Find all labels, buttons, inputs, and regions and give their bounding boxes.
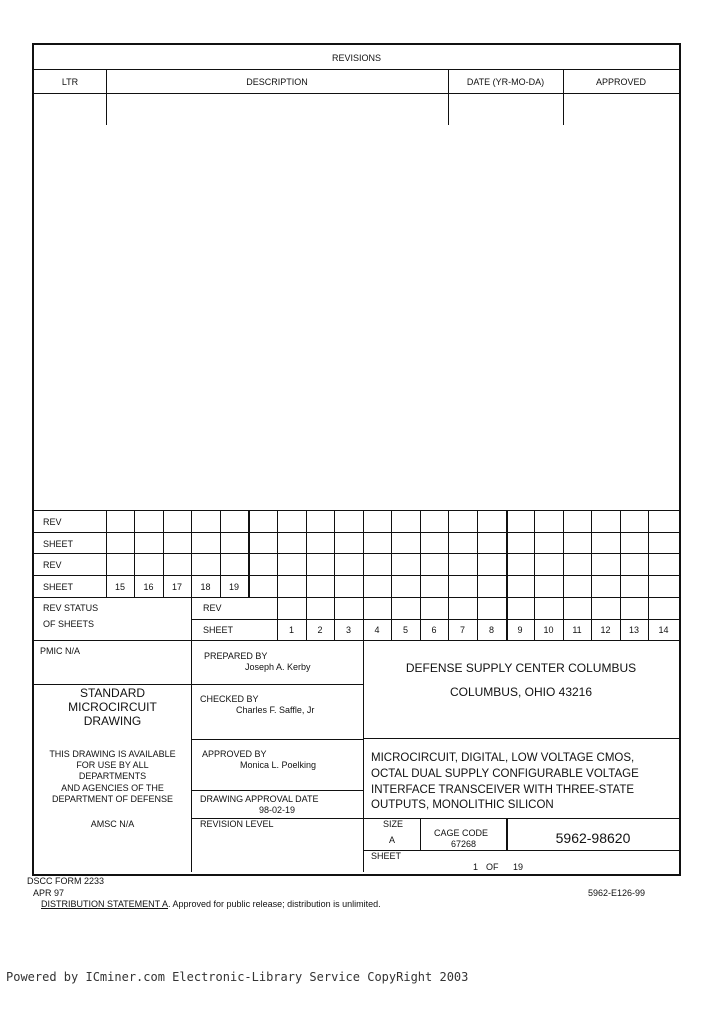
powered-by-footer: Powered by ICminer.com Electronic-Library Service CopyRight 2003: [6, 970, 469, 984]
approval-date-label: DRAWING APPROVAL DATE: [200, 794, 319, 804]
header-ltr: LTR: [61, 77, 79, 87]
sheet-total: 19: [513, 862, 524, 872]
availability-line1: THIS DRAWING IS AVAILABLE: [49, 749, 176, 759]
title-line4: OUTPUTS, MONOLITHIC SILICON: [371, 799, 554, 811]
form-number: DSCC FORM 2233: [27, 876, 105, 886]
pmic-label: PMIC N/A: [40, 646, 81, 656]
sheet-num: 17: [171, 582, 182, 592]
form-date: APR 97: [33, 888, 65, 898]
distribution-label: DISTRIBUTION STATEMENT A: [41, 899, 169, 909]
sheet-label-2: SHEET: [43, 582, 74, 592]
distribution-text: . Approved for public release; distribution is unlimited.: [168, 899, 381, 909]
size-value: A: [389, 835, 396, 845]
sheet-num: 6: [431, 625, 437, 635]
sheet-num: 13: [628, 625, 639, 635]
prepared-by-label: PREPARED BY: [204, 651, 268, 661]
sheet-num: 18: [200, 582, 211, 592]
sheet-num: 8: [488, 625, 494, 635]
sheet-num: 12: [600, 625, 611, 635]
sheet-num: 14: [658, 625, 669, 635]
checked-by-name: Charles F. Saffle, Jr: [236, 705, 315, 715]
sheet-num: 3: [345, 625, 351, 635]
rev-label-1: REV: [43, 517, 62, 527]
distribution-statement: [41, 899, 381, 910]
sheet-num: 9: [517, 625, 523, 635]
header-description: DESCRIPTION: [246, 77, 308, 87]
standard-line1: STANDARD: [79, 686, 146, 700]
standard-line3: DRAWING: [83, 714, 142, 728]
sheet-num: 16: [143, 582, 154, 592]
form-code: 5962-E126-99: [588, 888, 646, 898]
availability-line2: FOR USE BY ALL: [76, 760, 149, 770]
agency-name: DEFENSE SUPPLY CENTER COLUMBUS: [405, 661, 637, 675]
checked-by-label: CHECKED BY: [200, 694, 259, 704]
revisions-title: REVISIONS: [331, 53, 381, 63]
approved-by-label: APPROVED BY: [202, 749, 267, 759]
part-number: 5962-98620: [555, 830, 631, 846]
sheet-num: 10: [543, 625, 554, 635]
cage-code-label: CAGE CODE: [434, 828, 489, 838]
cage-code-value: 67268: [451, 839, 477, 849]
rev-label-2: REV: [43, 560, 62, 570]
title-line2: OCTAL DUAL SUPPLY CONFIGURABLE VOLTAGE: [371, 768, 639, 780]
approval-date-value: 98-02-19: [259, 805, 296, 815]
of-label: OF: [486, 862, 499, 872]
sheet-num: 11: [572, 625, 582, 635]
amsc-label: AMSC N/A: [90, 819, 135, 829]
sheet-label-bottom: SHEET: [371, 851, 402, 861]
size-label: SIZE: [383, 819, 404, 829]
rev-status-label: REV STATUS: [43, 603, 99, 613]
sheet-num: 1: [288, 625, 294, 635]
title-line1: MICROCIRCUIT, DIGITAL, LOW VOLTAGE CMOS,: [371, 752, 635, 764]
agency-address: COLUMBUS, OHIO 43216: [449, 685, 593, 699]
title-line3: INTERFACE TRANSCEIVER WITH THREE-STATE: [371, 784, 635, 796]
of-sheets-label: OF SHEETS: [43, 619, 95, 629]
sheet-number: 1: [473, 862, 479, 872]
rev-label-3: REV: [203, 603, 222, 613]
sheet-num: 19: [228, 582, 239, 592]
header-date: DATE (YR-MO-DA): [466, 77, 545, 87]
sheet-num: 15: [114, 582, 125, 592]
sheet-num: 4: [374, 625, 380, 635]
availability-line5: DEPARTMENT OF DEFENSE: [51, 794, 174, 804]
prepared-by-name: Joseph A. Kerby: [245, 662, 311, 672]
sheet-label-1: SHEET: [43, 539, 74, 549]
availability-line4: AND AGENCIES OF THE: [61, 783, 164, 793]
sheet-num: 5: [402, 625, 408, 635]
sheet-num: 2: [317, 625, 323, 635]
revision-level-label: REVISION LEVEL: [200, 819, 274, 829]
header-approved: APPROVED: [595, 77, 646, 87]
sheet-num: 7: [459, 625, 465, 635]
sheet-label-3: SHEET: [203, 625, 234, 635]
availability-line3: DEPARTMENTS: [78, 771, 147, 781]
approved-by-name: Monica L. Poelking: [240, 760, 317, 770]
standard-line2: MICROCIRCUIT: [68, 700, 157, 714]
